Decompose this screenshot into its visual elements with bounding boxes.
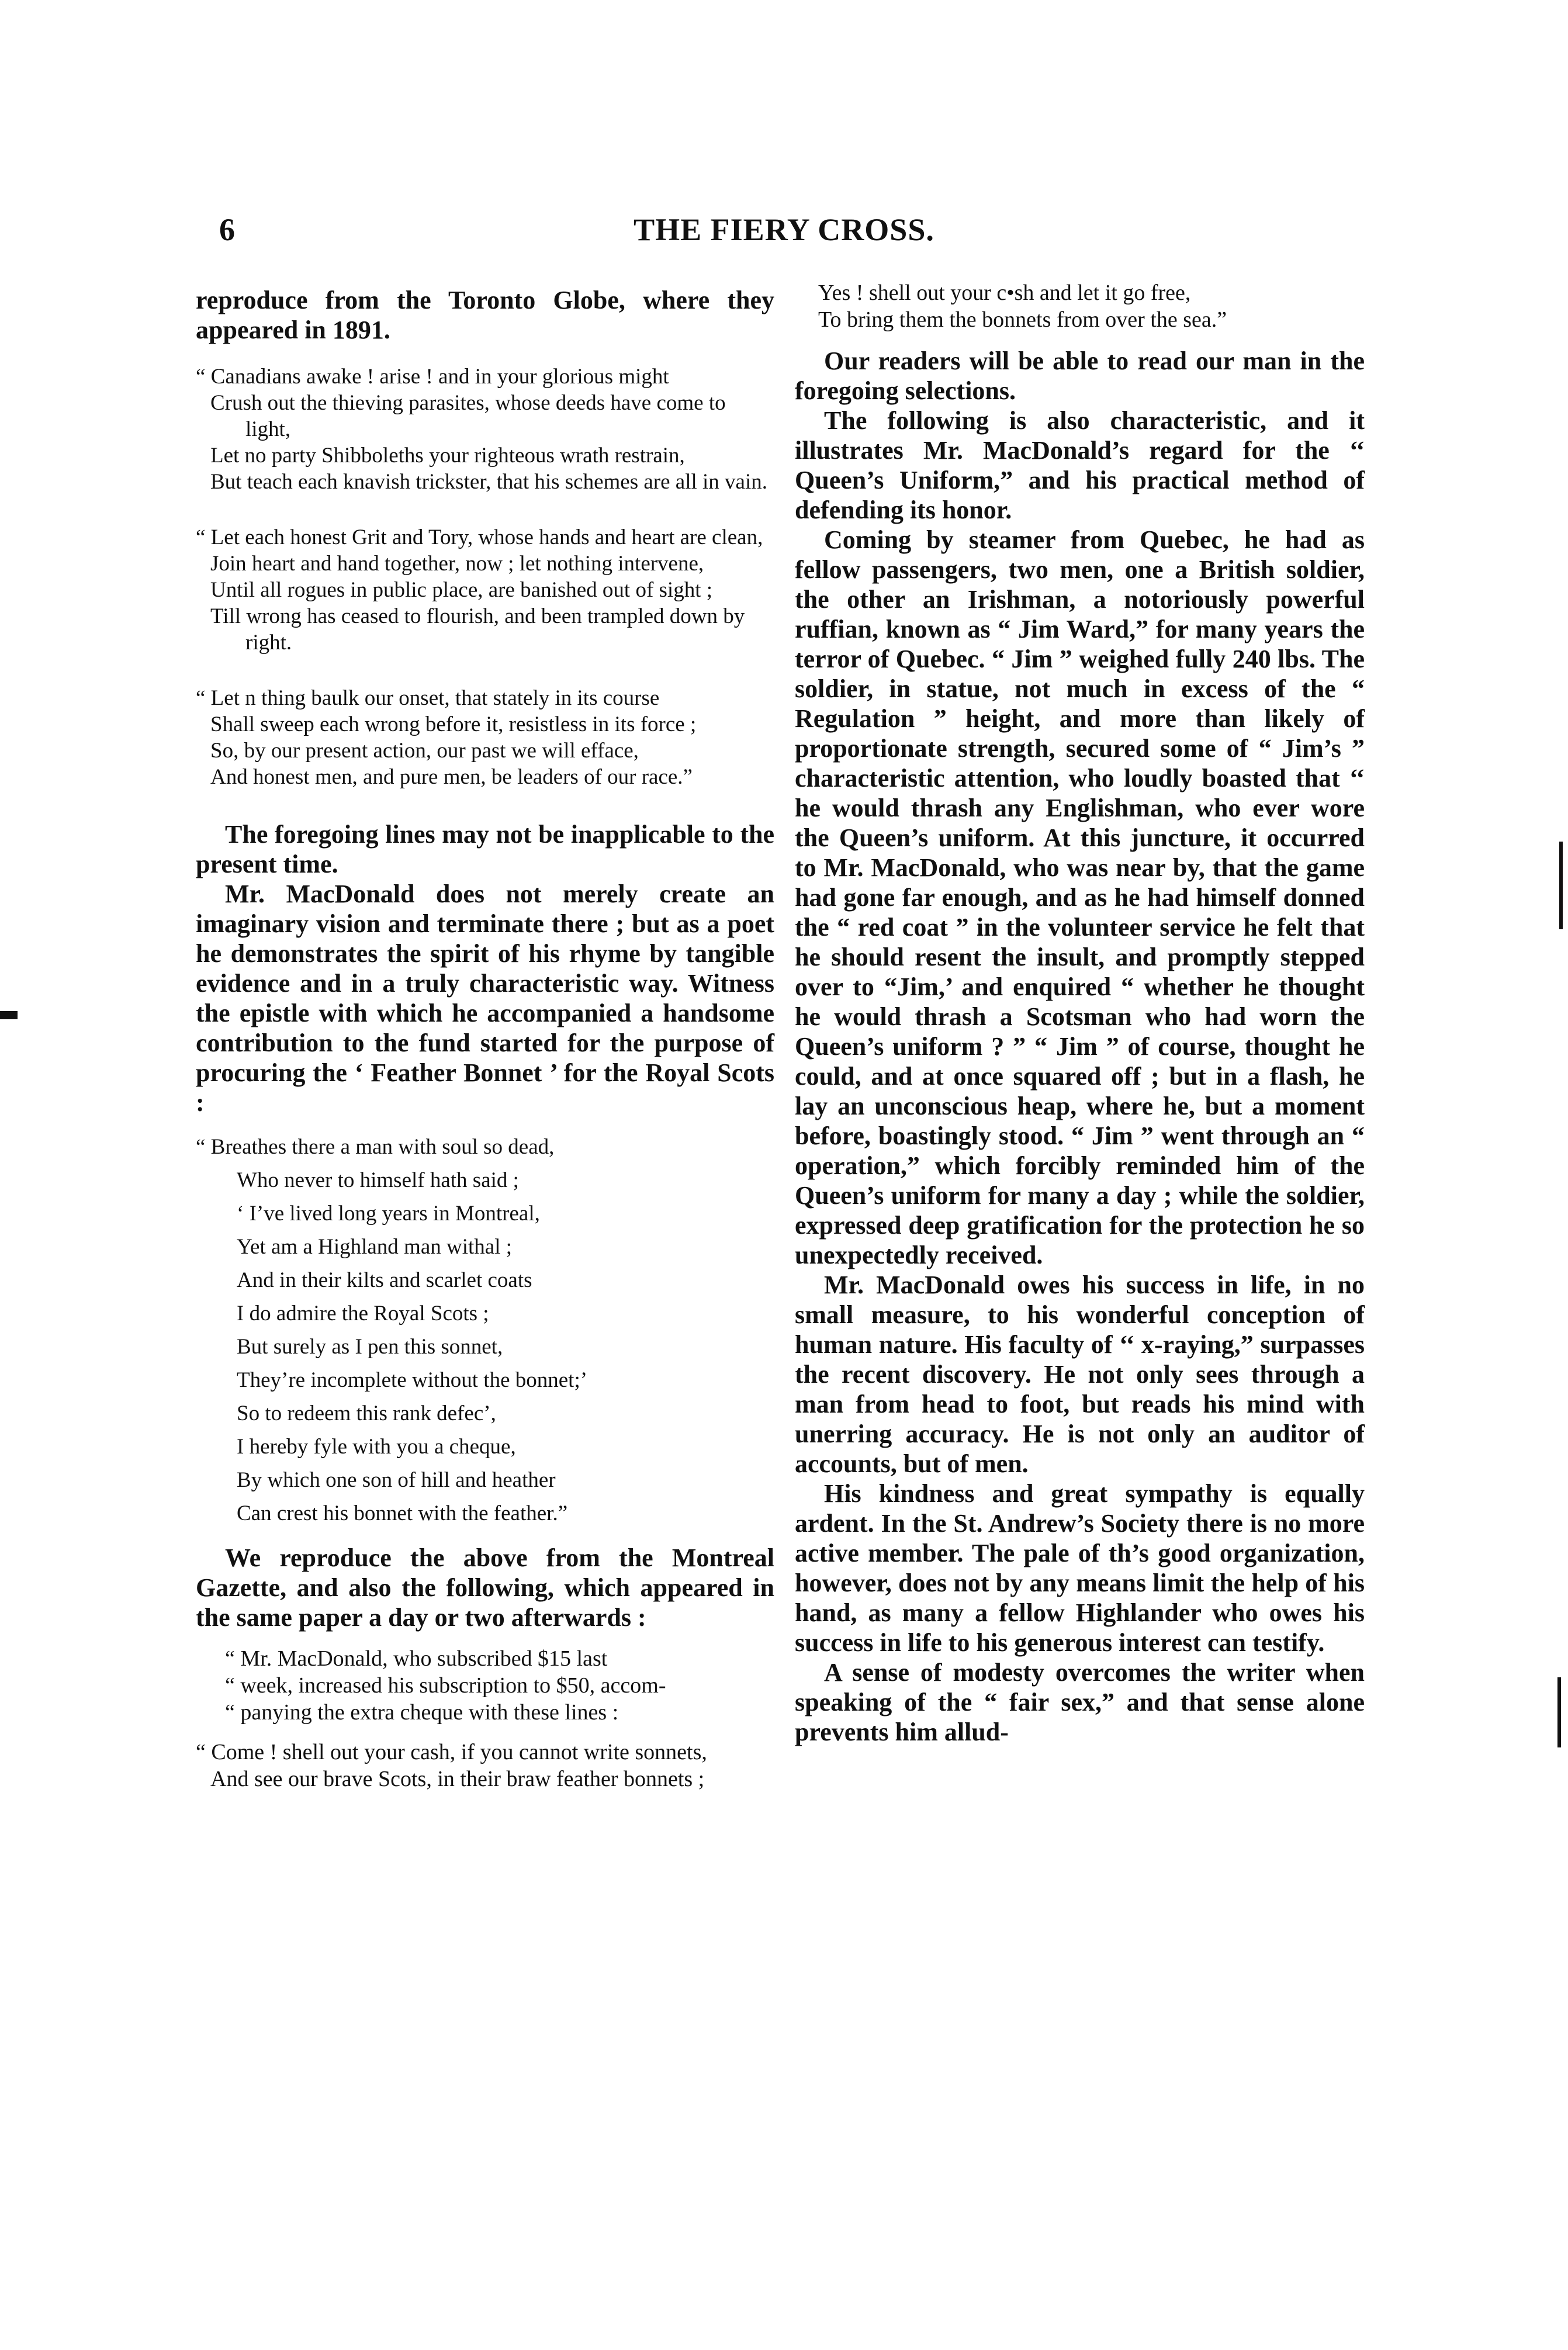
verse-line: Join heart and hand together, now ; let nothing intervene, [210,552,704,576]
verse-line: Yet am a Highland man withal ; [237,1235,513,1259]
verse-line: I do admire the Royal Scots ; [237,1302,489,1325]
paragraph-modesty: A sense of modesty overcomes the writer when speaking of the “ fair sex,” and that sense alone prevents him allud- [795,1658,1365,1746]
poem-cash-ending [795,279,1365,333]
verse-line: And in their kilts and scarlet coats [237,1268,532,1292]
intro-paragraph: reproduce from the Toronto Globe, where they appeared in 1891. [196,286,774,344]
page-number: 6 [219,212,235,247]
page-title: THE FIERY CROSS. [634,212,934,247]
verse-line: They’re incomplete without the bonnet;’ [237,1368,588,1392]
verse-line: Until all rogues in public place, are banished out of sight ; [210,578,713,602]
left-column [196,285,774,1792]
verse-line: And see our brave Scots, in their braw feather bonnets ; [210,1767,705,1791]
paragraph-kindness: His kindness and great sympathy is equally ardent. In the St. Andrew’s Society there is no more active member. The pale of th’s good organization, however, does not by any means limit the help of his hand, as many a fellow Highlander who owes his success in life to his generous interest can testify. [795,1479,1365,1657]
verse-line: Yes ! shell out your c•sh and let it go free, [818,281,1191,305]
verse-line: “ Canadians awake ! arise ! and in your glorious might [196,365,669,389]
verse-line: Shall sweep each wrong before it, resistless in its force ; [210,712,697,736]
scan-mark [0,1011,18,1019]
verse-line: Let no party Shibboleths your righteous wrath restrain, [210,444,685,468]
paragraph-steamer-story: Coming by steamer from Quebec, he had as fellow passengers, two men, one a British soldier, the other an Irishman, a notoriously powerful ruffian, known as “ Jim Ward,” for many years the terror of Quebec. “ Jim ” weighed fully 240 lbs. The soldier, in statue, not much in excess of the “ Regulation ” height, and more than likely of proportionate strength, secured some of “ Jim’s ” characteristic attention, who loudly boasted that ‘‘ he would thrash any Englishman, who ever wore the Queen’s uniform. At this juncture, it occurred to Mr. MacDonald, who was near by, that the game had gone far enough, and as he had himself donned the “ red coat ” in the volunteer service he felt that he should resent the insult, and promptly stepped over to “Jim,’ and enquired “ whether he thought he would thrash a Scotsman who had worn the Queen’s uniform ? ” “ Jim ” of course, thought he could, and at once squared off ; but in a flash, he lay an unconscious heap, where he, but a moment before, boastingly stood. “ Jim ” went through an “ operation,” which forcibly reminded him of the Queen’s uniform for many a day ; while the soldier, expressed deep gratification for the protection he so unexpectedly received. [795,525,1365,1269]
verse-line: ‘ I’ve lived long years in Montreal, [237,1202,540,1226]
verse-line: Till wrong has ceased to flourish, and been trampled down by right. [210,604,745,655]
verse-line: To bring them the bonnets from over the sea.” [818,307,1227,332]
quote-line: “ panying the extra cheque with these lines : [225,1700,619,1725]
scan-mark [1559,842,1563,929]
verse-line: “ Let n thing baulk our onset, that stately in its course [196,686,660,710]
paragraph-reproduce-gazette: We reproduce the above from the Montreal Gazette, and also the following, which appeared in the same paper a day or two afterwards : [196,1543,774,1632]
paragraph-foregoing: The foregoing lines may not be inapplicable to the present time. [196,820,774,878]
verse-line: Who never to himself hath said ; [237,1168,519,1192]
right-column [795,279,1365,1747]
stanza-2 [196,524,774,656]
verse-line: And honest men, and pure men, be leaders of our race.” [210,765,693,789]
poem-canadians [196,364,774,790]
gazette-quote [196,1645,774,1792]
poem-feather-bonnet [196,1130,774,1530]
verse-line: But teach each knavish trickster, that his schemes are all in vain. [210,470,768,494]
verse-line: Can crest his bonnet with the feather.” [237,1501,568,1525]
scan-mark [1557,1677,1561,1747]
verse-line: “ Let each honest Grit and Tory, whose hands and heart are clean, [196,525,763,549]
verse-line: So to redeem this rank defec’, [237,1401,496,1425]
stanza-1 [196,364,774,495]
paragraph-success: Mr. MacDonald owes his success in life, in no small measure, to his wonderful conception of human nature. His faculty of ‘‘ x-raying,” surpasses the recent discovery. He not only sees through a man from head to foot, but reads his mind with unerring accuracy. He is not only an auditor of accounts, but of men. [795,1271,1365,1478]
paragraph-macdonald-poet: Mr. MacDonald does not merely create an imaginary vision and terminate there ; but as a poet he demonstrates the spirit of his rhyme by tangible evidence and in a truly characteristic way. Witness the epistle with which he accompanied a handsome contribution to the fund started for the purpose of procuring the ‘ Feather Bonnet ’ for the Royal Scots : [196,880,774,1117]
verse-line: But surely as I pen this sonnet, [237,1335,503,1359]
verse-line: “ Breathes there a man with soul so dead, [196,1135,555,1159]
quote-line: “ week, increased his subscription to $50, accom- [225,1673,666,1698]
verse-line: By which one son of hill and heather [237,1468,556,1492]
verse-line: So, by our present action, our past we will efface, [210,739,639,763]
paragraph-readers: Our readers will be able to read our man in the foregoing selections. [795,347,1365,405]
stanza-3 [196,685,774,790]
verse-line: “ Come ! shell out your cash, if you cannot write sonnets, [196,1740,707,1764]
quote-line: “ Mr. MacDonald, who subscribed $15 last [225,1646,608,1671]
verse-line: I hereby fyle with you a cheque, [237,1435,516,1459]
paragraph-queens-uniform: The following is also characteristic, and it illustrates Mr. MacDonald’s regard for the ‘‘ Queen’s Uniform,” and his practical method of defending its honor. [795,406,1365,524]
verse-line: Crush out the thieving parasites, whose deeds have come to light, [210,391,726,441]
